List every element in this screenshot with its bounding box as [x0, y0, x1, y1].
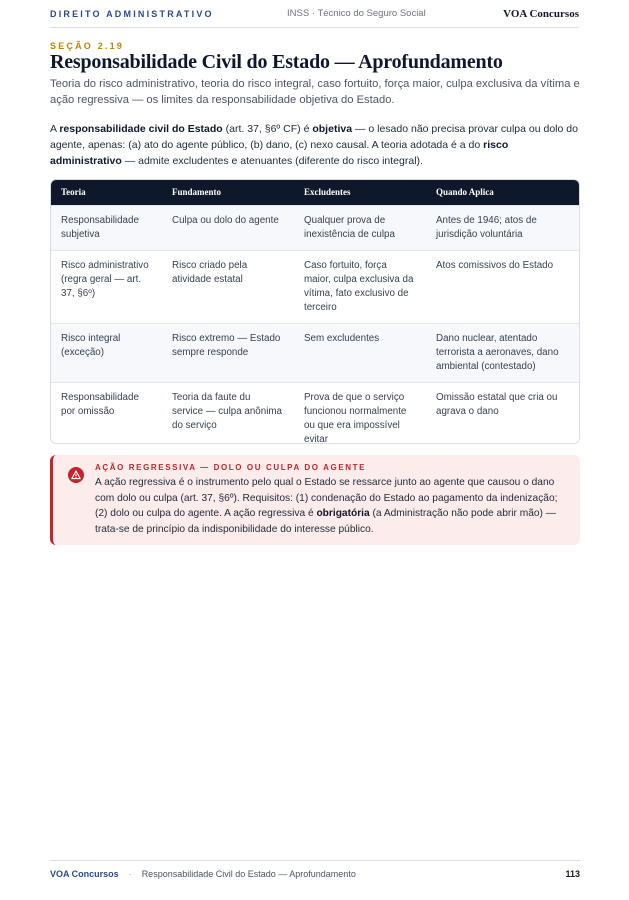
warning-icon — [68, 467, 84, 483]
table-row — [51, 205, 580, 250]
table-cell: Antes de 1946; atos de jurisdição voluntária — [436, 214, 537, 240]
table-cell: Prova de que o serviço funcionou normalmente ou que era impossível evitar — [304, 391, 407, 444]
table-row — [51, 323, 580, 382]
table-row — [51, 250, 580, 323]
table-cell: Atos comissivos do Estado — [436, 259, 554, 271]
footer-brand: VOA Concursos — [50, 868, 119, 879]
intro-bold-term: responsabilidade civil do Estado — [59, 123, 223, 135]
table-cell: Risco criado pela atividade estatal — [172, 259, 248, 285]
footer-section-title: Responsabilidade Civil do Estado — Aprofundamento — [141, 868, 356, 879]
column-header: Excludentes — [304, 187, 351, 198]
table-cell: Responsabilidade subjetiva — [61, 214, 139, 240]
page-subtitle: Teoria do risco administrativo, teoria do risco integral, caso fortuito, força maior, culpa exclusiva da vítima e ação regressiva — os limites da responsabilidade objetiva do Estado. — [50, 78, 580, 106]
table-cell: Caso fortuito, força maior, culpa exclusiva da vítima, fato exclusivo de terceiro — [304, 259, 414, 313]
callout-bold-term: obrigatória — [316, 508, 370, 519]
column-header: Fundamento — [172, 187, 222, 198]
column-header: Teoria — [61, 187, 86, 198]
callout-body: A ação regressiva é o instrumento pelo qual o Estado se ressarce junto ao agente que causou o dano com dolo ou culpa (art. 37, §6º). Requisitos: (1) condenação do Estado ao pagamento da indenização; (2) dolo ou culpa do agente. A ação regressiva é obrigatória (a Administração não pode abrir mão) — trata-se de princípio da indisponibilidade do interesse público. — [95, 477, 558, 535]
intro-bold-term: objetiva — [312, 123, 353, 135]
page-title: Responsabilidade Civil do Estado — Aprofundamento — [50, 51, 503, 73]
page-number: 113 — [565, 868, 580, 879]
header-brand: VOA Concursos — [503, 7, 579, 20]
table-cell: Omissão estatal que cria ou agrava o dano — [436, 391, 558, 417]
column-header: Quando Aplica — [436, 187, 494, 198]
table-cell: Culpa ou dolo do agente — [172, 214, 279, 226]
table-cell: Qualquer prova de inexistência de culpa — [304, 214, 395, 240]
header-exam: INSS · Técnico do Seguro Social — [287, 8, 426, 19]
intro-bold-term: risco administrativo — [50, 139, 509, 167]
running-header — [50, 0, 579, 28]
table-cell: Teoria da faute du service — culpa anônima do serviço — [172, 391, 282, 431]
table-cell: Risco extremo — Estado sempre responde — [172, 332, 281, 358]
table-row — [51, 382, 580, 444]
table-cell: Dano nuclear, atentado terrorista a aeronaves, dano ambiental (contestado) — [436, 332, 559, 372]
intro-paragraph: A responsabilidade civil do Estado (art. 37, §6º CF) é objetiva — o lesado não precisa provar culpa ou dolo do agente, apenas: (a) ato do agente público, (b) dano, (c) nexo causal. A teoria adotada é a do risco administrativo — admite excludentes e atenuantes (diferente do risco integral). — [50, 123, 578, 167]
theories-table — [50, 179, 580, 444]
header-subject: DIREITO ADMINISTRATIVO — [50, 8, 214, 19]
callout-title: AÇÃO REGRESSIVA — DOLO OU CULPA DO AGENTE — [95, 463, 367, 472]
running-footer — [50, 860, 580, 886]
footer-separator: · — [128, 868, 132, 879]
table-header-row — [51, 180, 580, 205]
section-label: SEÇÃO 2.19 — [50, 41, 125, 51]
table-cell: Risco administrativo (regra geral — art. 37, §6º) — [61, 259, 149, 299]
regressive-action-callout — [50, 455, 580, 545]
table-cell: Risco integral (exceção) — [61, 332, 121, 358]
table-cell: Responsabilidade por omissão — [61, 391, 139, 417]
table-cell: Sem excludentes — [304, 332, 380, 344]
